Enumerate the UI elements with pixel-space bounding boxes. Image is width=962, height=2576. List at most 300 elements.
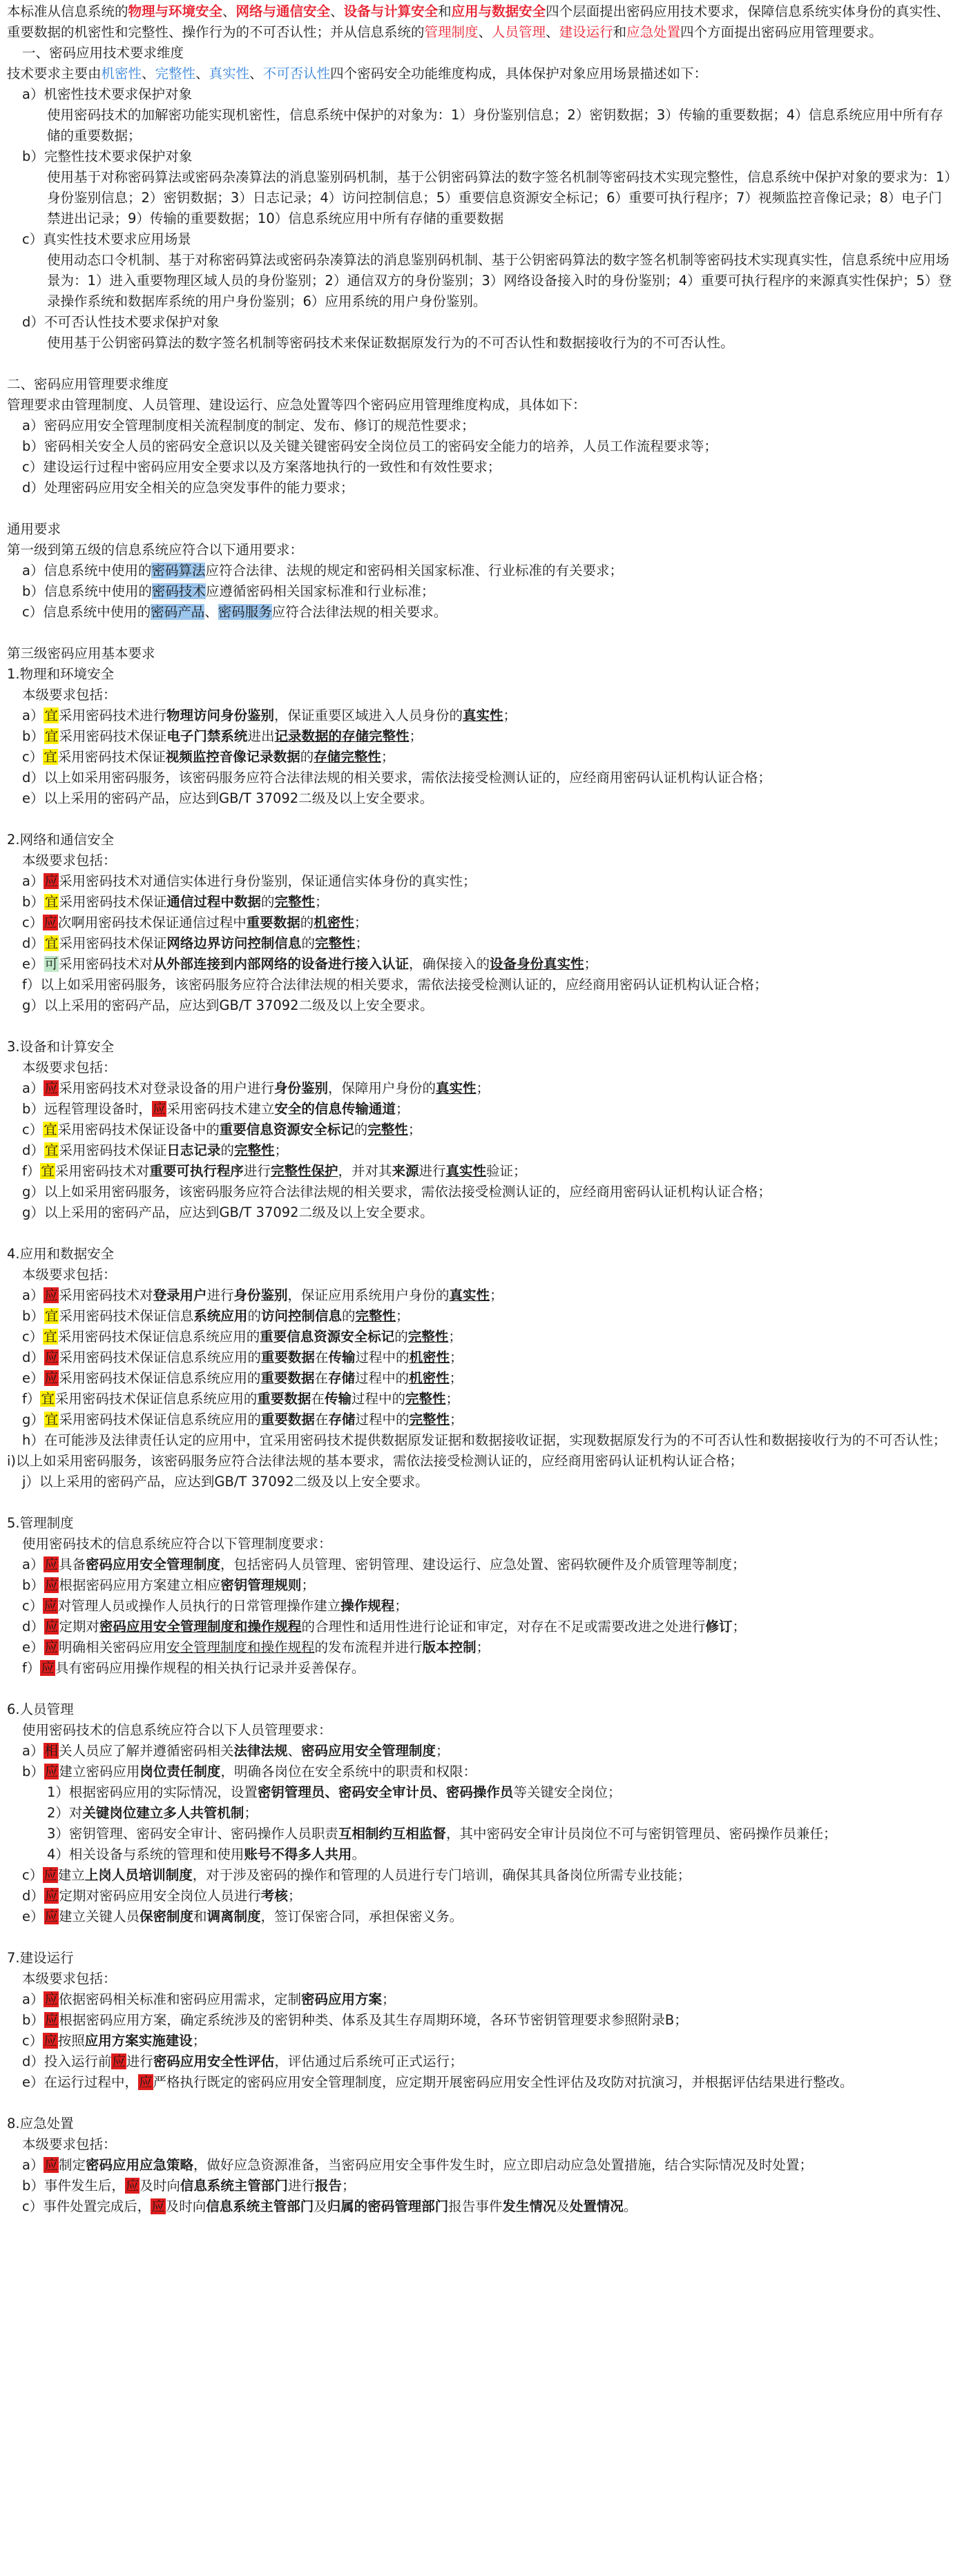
text: a） — [22, 1287, 44, 1303]
text: 采用密码技术保证信息 — [59, 1308, 194, 1324]
s6-intro: 使用密码技术的信息系统应符合以下人员管理要求： — [22, 1722, 332, 1738]
text: 等关键安全岗位； — [513, 1784, 622, 1800]
kw: 互相制约互相监督 — [338, 1826, 446, 1842]
text: 建立关键人员 — [59, 1909, 140, 1924]
keyword: 安全的信息传输通道 — [274, 1101, 396, 1117]
keyword: 系统应用 — [193, 1308, 248, 1324]
kw: 密钥管理员、密码安全审计员、密码操作员 — [257, 1784, 514, 1800]
keyword: 修订 — [705, 1619, 733, 1635]
keyword: 安全管理制度和操作规程 — [166, 1639, 315, 1655]
s6-title: 6.人员管理 — [7, 1701, 74, 1717]
s4-item-d — [7, 1347, 954, 1368]
req-level-mark: 应 — [44, 1639, 59, 1655]
s1-title: 1.物理和环境安全 — [7, 666, 115, 682]
keyword: 存储完整性 — [314, 749, 381, 765]
keyword: 报告 — [314, 2178, 342, 2194]
text: f） — [22, 1391, 41, 1407]
tech-b-title: b）完整性技术要求保护对象 — [22, 148, 193, 164]
text: 的合理性和适用性进行论证和审定，对存在不足或需要改进之处进行 — [301, 1619, 706, 1635]
sep: 、 — [204, 604, 218, 620]
text: ； — [450, 1349, 463, 1365]
s8-item-c — [7, 2196, 954, 2217]
keyword: 版本控制 — [422, 1639, 477, 1655]
keyword: 存储 — [328, 1370, 356, 1386]
general-item-b — [7, 581, 954, 602]
s4-item-j: j）以上采用的密码产品，应达到GB/T 37092二级及以上安全要求。 — [22, 1474, 429, 1490]
s4-item-f — [7, 1389, 954, 1409]
text: 根据密码应用方案建立相应 — [59, 1577, 221, 1593]
keyword: 岗位责任制度 — [140, 1764, 221, 1779]
req-level-mark: 应 — [44, 1370, 59, 1386]
text: b）远程管理设备时， — [22, 1101, 152, 1117]
text: b） — [22, 1577, 44, 1593]
req-level-mark: 可 — [44, 956, 59, 972]
text: d）投入运行前 — [22, 2053, 112, 2069]
s8-title: 8.应急处置 — [7, 2116, 74, 2131]
req-label: 本级要求包括： — [22, 1267, 117, 1282]
text: c）信息系统中使用的 — [22, 604, 151, 620]
spacer — [7, 623, 954, 643]
intro-text: 本标准从信息系统的 — [7, 3, 128, 19]
text: 过程中的 — [355, 1370, 410, 1386]
s6-item-b2 — [7, 1803, 954, 1824]
s3-item-c — [7, 1120, 954, 1140]
s1-item-b — [7, 726, 954, 747]
text: 采用密码技术建立 — [166, 1101, 275, 1117]
text: e） — [22, 1639, 44, 1655]
s4-item-b — [7, 1306, 954, 1327]
s3-item-f — [7, 1161, 954, 1182]
req-level-mark: 宜 — [41, 1391, 55, 1407]
req-label: 本级要求包括： — [22, 687, 117, 703]
general-item-a — [7, 560, 954, 581]
text: 严格执行既定的密码应用安全管理制度，应定期开展密码应用安全性评估及攻防对抗演习，并根据评估结果进行整改。 — [153, 2074, 854, 2090]
intro-paragraph — [7, 1, 954, 43]
keyword: 机密性 — [409, 1370, 450, 1386]
hl-technology: 密码技术 — [151, 583, 206, 599]
mgmt-heading: 二、密码应用管理要求维度 — [7, 376, 169, 392]
text: 的 — [341, 1308, 356, 1324]
s2-item-g: g）以上采用的密码产品，应达到GB/T 37092二级及以上安全要求。 — [22, 997, 434, 1013]
kw-network: 网络与通信安全 — [235, 3, 331, 19]
keyword: 归属的密码管理部门 — [327, 2198, 449, 2214]
text: 技术要求主要由 — [7, 66, 102, 81]
keyword: 密钥管理规则 — [220, 1577, 302, 1593]
text: 定期对密码应用安全岗位人员进行 — [59, 1888, 261, 1904]
mgmt-item: c）建设运行过程中密码应用安全要求以及方案落地执行的一致性和有效性要求； — [22, 459, 501, 475]
keyword: 发生情况 — [502, 2198, 557, 2214]
keyword: 从外部连接到内部网络的设备进行接入认证 — [153, 956, 410, 972]
text: 的 — [220, 1142, 234, 1158]
text: c） — [22, 915, 44, 930]
text: 及 — [556, 2198, 570, 2214]
tech-heading: 一、密码应用技术要求维度 — [22, 45, 184, 61]
keyword: 传输 — [324, 1391, 352, 1407]
keyword: 密码应用方案 — [300, 1991, 382, 2007]
tech-c-title: c）真实性技术要求应用场景 — [22, 231, 191, 247]
s8-item-a — [7, 2155, 954, 2176]
keyword: 来源 — [392, 1163, 419, 1179]
s6-item-c — [7, 1865, 954, 1886]
req-level-mark: 应 — [44, 915, 57, 930]
text: 4）相关设备与系统的管理和使用 — [47, 1846, 244, 1862]
tech-c-body: 使用动态口令机制、基于对称密码算法或密码杂凑算法的消息鉴别码机制、基于公钥密码算法的数字签名机制等密码技术实现真实性，信息系统中应用场景为：1）进入重要物理区域人员的身份鉴别；2）通信双方的身份鉴别；3）网络设备接入时的身份鉴别；4）重要可执行程序的来源真实性保护；5）登录操作系统和数据库系统的用户身份鉴别；6）应用系统的用户身份鉴别。 — [47, 252, 952, 309]
text: c） — [22, 1598, 44, 1614]
spacer — [7, 1492, 954, 1513]
req-level-mark: 应 — [44, 1598, 57, 1614]
req-level-mark: 应 — [44, 1991, 58, 2007]
text: ； — [436, 1743, 450, 1759]
text: 采用密码技术保证信息系统应用的 — [55, 1391, 258, 1407]
spacer — [7, 353, 954, 374]
text: ； — [301, 1577, 315, 1593]
s4-item-g — [7, 1409, 954, 1430]
s2-title: 2.网络和通信安全 — [7, 832, 115, 848]
s3-item-b — [7, 1099, 954, 1120]
s1-item-a — [7, 705, 954, 726]
req-level-mark: 应 — [44, 1080, 58, 1096]
text: 在 — [314, 1370, 329, 1386]
kw-integrity: 完整性 — [155, 66, 196, 81]
text: 进行 — [126, 2053, 153, 2069]
sep: 、 — [249, 66, 263, 81]
kw: 关键岗位建立多人共管机制 — [82, 1805, 244, 1821]
s6-item-b3 — [7, 1824, 954, 1844]
text: 采用密码技术保证设备中的 — [57, 1122, 220, 1138]
text: ； — [476, 1080, 490, 1096]
s4-item-i: i)以上如采用密码服务，该密码服务应符合法律法规的基本要求，需依法接受检测认证的，应经商用密码认证机构认证合格； — [7, 1453, 744, 1469]
text: ； — [244, 1805, 258, 1821]
s3-item-g: g）以上如采用密码服务，该密码服务应符合法律法规的相关要求，需依法接受检测认证的，应经商用密码认证机构认证合格； — [22, 1184, 771, 1200]
sep: 、 — [546, 24, 559, 40]
kw-device: 设备与计算安全 — [343, 3, 439, 19]
kw-confidentiality: 机密性 — [101, 66, 142, 81]
sep: 、 — [195, 66, 209, 81]
text: ； — [274, 1142, 288, 1158]
text: 次啊用密码技术保证通信过程中 — [57, 915, 247, 930]
req-level-mark: 应 — [44, 1287, 58, 1303]
text: 过程中的 — [355, 1412, 410, 1427]
s6-item-b4 — [7, 1844, 954, 1865]
text: ； — [448, 1329, 462, 1345]
text: ； — [354, 915, 368, 930]
text: 采用密码技术保证 — [59, 935, 167, 951]
kw: 账号不得多人共用 — [244, 1846, 352, 1862]
s4-item-h: h）在可能涉及法律责任认定的应用中，宜采用密码技术提供数据原发证据和数据接收证据，实现数据原发行为的不可否认性和数据接收行为的不可否认性； — [22, 1432, 947, 1448]
text: c） — [22, 2033, 44, 2049]
text: ，评估通过后系统可正式运行； — [274, 2053, 463, 2069]
req-level-mark: 应 — [44, 1619, 59, 1635]
text: 在 — [314, 1412, 329, 1427]
text: ； — [382, 1991, 396, 2007]
keyword: 完整性 — [405, 1391, 446, 1407]
text: c） — [22, 1122, 44, 1138]
spacer — [7, 2093, 954, 2114]
text: 明确相关密码应用 — [59, 1639, 167, 1655]
text: ，做好应急资源准备，当密码应用安全事件发生时，应立即启动应急处置措施，结合实际情况及时处置； — [193, 2157, 814, 2173]
keyword: 真实性 — [436, 1080, 477, 1096]
keyword: 视频监控音像记录数据 — [165, 749, 300, 765]
s7-item-c — [7, 2031, 954, 2051]
keyword: 日志记录 — [166, 1142, 221, 1158]
s7-title: 7.建设运行 — [7, 1950, 74, 1966]
keyword: 访问控制信息 — [260, 1308, 342, 1324]
text: ； — [449, 1370, 463, 1386]
text: ，确保接入的 — [409, 956, 490, 972]
text: g） — [22, 1412, 44, 1427]
keyword: 通信过程中数据 — [166, 894, 261, 910]
text: a） — [22, 1080, 44, 1096]
keyword: 真实性 — [445, 1163, 487, 1179]
s6-item-a — [7, 1741, 954, 1762]
text: d） — [22, 1619, 44, 1635]
text: ； — [287, 1888, 302, 1904]
kw-emergency: 应急处置 — [626, 24, 681, 40]
text: f） — [22, 1163, 41, 1179]
text: 和 — [193, 1909, 207, 1924]
hl-service: 密码服务 — [218, 604, 272, 620]
s1-item-d: d）以上如采用密码服务，该密码服务应符合法律法规的相关要求，需依法接受检测认证的，应经商用密码认证机构认证合格； — [22, 770, 771, 786]
text: 采用密码技术保证信息系统应用的 — [57, 1329, 260, 1345]
keyword: 身份鉴别 — [273, 1080, 328, 1096]
s5-item-d — [7, 1617, 954, 1637]
keyword: 调离制度 — [206, 1909, 261, 1924]
keyword: 密码应用安全管理制度 — [301, 1743, 436, 1759]
text: d） — [22, 1142, 44, 1158]
text: 采用密码技术进行 — [58, 708, 166, 723]
s3-item-a — [7, 1078, 954, 1099]
req-level-mark: 应 — [44, 2157, 58, 2173]
keyword: 真实性 — [463, 708, 503, 723]
kw-nonrepudiation: 不可否认性 — [262, 66, 331, 81]
req-level-mark: 应 — [44, 1867, 57, 1883]
keyword: 物理访问身份鉴别 — [166, 708, 274, 723]
keyword: 上岗人员培训制度 — [84, 1867, 193, 1883]
s2-item-e — [7, 954, 954, 975]
s5-title: 5.管理制度 — [7, 1515, 74, 1531]
general-item-c — [7, 602, 954, 623]
text: ，包括密码人员管理、密钥管理、建设运行、应急处置、密码软硬件及介质管理等制度； — [220, 1557, 746, 1572]
text: 采用密码技术保证 — [59, 728, 167, 744]
text: 3）密钥管理、密码安全审计、密码操作人员职责 — [47, 1826, 338, 1842]
kw-app: 应用与数据安全 — [451, 3, 546, 19]
tech-d-body: 使用基于公钥密码算法的数字签名机制等密码技术来保证数据原发行为的不可否认性和数据接收行为的不可否认性。 — [47, 335, 734, 351]
kw-people: 人员管理 — [492, 24, 546, 40]
keyword: 考核 — [260, 1888, 288, 1904]
req-level-mark: 应 — [44, 1557, 58, 1572]
text: 具备 — [58, 1557, 86, 1572]
keyword: 完整性 — [407, 1329, 449, 1345]
text: c） — [22, 749, 44, 765]
text: 进行 — [243, 1163, 271, 1179]
req-level-mark: 应 — [44, 1764, 59, 1779]
spacer — [7, 809, 954, 830]
text: 过程中的 — [355, 1349, 410, 1365]
text: ； — [396, 1308, 410, 1324]
text: ，保证重要区域进入人员身份的 — [274, 708, 463, 723]
req-level-mark: 宜 — [44, 935, 59, 951]
spacer — [7, 1927, 954, 1948]
keyword: 完整性 — [355, 1308, 396, 1324]
req-level-mark: 宜 — [41, 1163, 55, 1179]
text: 的 — [394, 1329, 408, 1345]
text: 根据密码应用方案，确定系统涉及的密钥种类、体系及其生存周期环境，各环节密钥管理要求参照附录B； — [59, 2012, 688, 2028]
keyword: 保密制度 — [140, 1909, 194, 1924]
text: f） — [22, 1660, 41, 1676]
text: c）事件处置完成后， — [22, 2198, 151, 2214]
s5-item-b — [7, 1575, 954, 1596]
req-level-mark: 应 — [44, 1888, 59, 1904]
req-level-mark: 应 — [41, 1660, 55, 1676]
s4-item-e — [7, 1368, 954, 1389]
text: 依据密码相关标准和密码应用需求，定制 — [58, 1991, 301, 2007]
text: ，对于涉及密码的操作和管理的人员进行专门培训，确保其具备岗位所需专业技能； — [192, 1867, 691, 1883]
text: 采用密码技术对通信实体进行身份鉴别，保证通信实体身份的真实性； — [58, 873, 477, 889]
tech-a-body: 使用密码技术的加解密功能实现机密性，信息系统中保护的对象为：1）身份鉴别信息；2）密钥数据；3）传输的重要数据；4）信息系统应用中所有存储的重要数据； — [47, 107, 943, 144]
mgmt-item: d）处理密码应用安全相关的应急突发事件的能力要求； — [22, 480, 354, 496]
s7-item-a — [7, 1989, 954, 2010]
text: 采用密码技术保证信息系统应用的 — [59, 1349, 261, 1365]
req-level-mark: 宜 — [44, 894, 59, 910]
s8-item-b — [7, 2176, 954, 2196]
s2-item-c — [7, 913, 954, 933]
text: 进行 — [419, 1163, 446, 1179]
s3-title: 3.设备和计算安全 — [7, 1039, 115, 1055]
text: ，签订保密合同，承担保密义务。 — [260, 1909, 463, 1924]
keyword: 操作规程 — [340, 1598, 395, 1614]
keyword: 重要信息资源安全标记 — [260, 1329, 395, 1345]
text: a） — [22, 1991, 44, 2007]
text: b） — [22, 1308, 44, 1324]
kw-build: 建设运行 — [559, 24, 613, 40]
text: 进出 — [247, 728, 275, 744]
text: 采用密码技术保证信息系统应用的 — [59, 1412, 261, 1427]
text: ； — [445, 1391, 459, 1407]
text: 及时向 — [140, 2178, 180, 2194]
text: 四个密码安全功能维度构成，具体保护对象应用场景描述如下： — [330, 66, 708, 81]
keyword: 处置情况 — [569, 2198, 624, 2214]
text: 在 — [314, 1349, 329, 1365]
s7-item-b — [7, 2010, 954, 2031]
sep: 、 — [330, 3, 344, 19]
kw-physical: 物理与环境安全 — [128, 3, 223, 19]
keyword: 机密性 — [409, 1349, 450, 1365]
text: a） — [22, 2157, 44, 2173]
req-level-mark: 应 — [44, 1349, 59, 1365]
intro-text: 四个层面提出密码应用技术要求，保障信息系统实体身份的真实性、重要数据的机密性和完整性、操作行为的不可否认性；并从信息系统的 — [7, 3, 950, 40]
text: 具有密码应用操作规程的相关执行记录并妥善保存。 — [55, 1660, 365, 1676]
sep: 、 — [142, 66, 155, 81]
text: 进行 — [287, 2178, 315, 2194]
hl-product: 密码产品 — [151, 604, 205, 620]
text: 建立 — [57, 1867, 85, 1883]
s5-item-e — [7, 1637, 954, 1658]
kw-mgmt: 管理制度 — [424, 24, 479, 40]
spacer — [7, 498, 954, 519]
text: 制定 — [58, 2157, 86, 2173]
tech-intro — [7, 64, 954, 84]
text: 采用密码技术保证 — [59, 894, 167, 910]
s5-intro: 使用密码技术的信息系统应符合以下管理制度要求： — [22, 1536, 332, 1552]
text: 的 — [247, 1308, 261, 1324]
text: 的 — [260, 894, 275, 910]
req-level-mark: 应 — [125, 2178, 140, 2194]
text: 的 — [300, 915, 314, 930]
text: 对管理人员或操作人员执行的日常管理操作建立 — [57, 1598, 341, 1614]
text: 建立密码应用 — [59, 1764, 140, 1779]
keyword: 身份鉴别 — [233, 1287, 288, 1303]
s5-item-a — [7, 1554, 954, 1575]
text: 关人员应了解并遵循密码相关 — [58, 1743, 234, 1759]
text: 的 — [354, 1122, 368, 1138]
req-level-mark: 宜 — [44, 1412, 59, 1427]
keyword: 重要数据 — [260, 1370, 315, 1386]
text: 采用密码技术对 — [59, 956, 153, 972]
text: 进行 — [206, 1287, 234, 1303]
text: ； — [584, 956, 598, 972]
text: c） — [22, 1867, 44, 1883]
text: 采用密码技术对 — [55, 1163, 150, 1179]
text: 报告事件 — [448, 2198, 503, 2214]
text: ，并对其 — [338, 1163, 392, 1179]
keyword: 重要数据 — [257, 1391, 311, 1407]
text: 采用密码技术对登录设备的用户进行 — [58, 1080, 274, 1096]
text: ，保障用户身份的 — [328, 1080, 436, 1096]
text: 采用密码技术保证 — [57, 749, 166, 765]
text: 及时向 — [165, 2198, 206, 2214]
req-label: 本级要求包括： — [22, 1971, 117, 1987]
keyword: 完整性 — [233, 1142, 275, 1158]
req-level-mark: 应 — [44, 1577, 59, 1593]
text: ； — [381, 749, 395, 765]
text: c） — [22, 1329, 44, 1345]
s6-item-b1 — [7, 1782, 954, 1803]
text: e） — [22, 1909, 44, 1924]
text: a）信息系统中使用的 — [22, 563, 152, 578]
s5-item-c — [7, 1596, 954, 1617]
text: ，其中密码安全审计员岗位不可与密钥管理员、密码操作员兼任； — [445, 1826, 837, 1842]
keyword: 完整性 — [409, 1412, 450, 1427]
s2-item-b — [7, 892, 954, 913]
text: a） — [22, 708, 44, 723]
text: ； — [314, 894, 329, 910]
text: ； — [394, 1598, 408, 1614]
s1-item-e: e）以上采用的密码产品，应达到GB/T 37092二级及以上安全要求。 — [22, 790, 434, 806]
keyword: 完整性 — [274, 894, 315, 910]
s2-item-f: f）以上如采用密码服务，该密码服务应符合法律法规的相关要求，需依法接受检测认证的，应经商用密码认证机构认证合格； — [22, 977, 768, 993]
req-level-mark: 宜 — [44, 1142, 59, 1158]
text: 的发布流程并进行 — [314, 1639, 423, 1655]
text: 采用密码技术对 — [58, 1287, 153, 1303]
req-level-mark: 宜 — [44, 1122, 57, 1138]
keyword: 密码应用应急策略 — [85, 2157, 193, 2173]
text: 验证； — [486, 1163, 527, 1179]
keyword: 真实性 — [449, 1287, 490, 1303]
req-level-mark: 宜 — [44, 1308, 59, 1324]
text: e）在运行过程中， — [22, 2074, 138, 2090]
text: b） — [22, 2012, 44, 2028]
req-level-mark: 应 — [112, 2053, 126, 2069]
text: 定期对 — [59, 1619, 99, 1635]
keyword: 重要信息资源安全标记 — [219, 1122, 354, 1138]
text: ； — [341, 2178, 356, 2194]
text: a） — [22, 1743, 44, 1759]
text: 1）根据密码应用的实际情况，设置 — [47, 1784, 258, 1800]
tech-b-body: 使用基于对称密码算法或密码杂凑算法的消息鉴别码机制，基于公钥密码算法的数字签名机制等密码技术实现完整性，信息系统中保护对象的要求为：1）身份鉴别信息；2）密钥数据；3）日志记录；4）访问控制信息；5）重要信息资源安全标记；6）重要可执行程序；7）视频监控音像记录；8）电子门禁进出记录；9）传输的重要数据；10）信息系统应用中所有存储的重要数据 — [47, 169, 952, 226]
keyword: 信息系统主管部门 — [206, 2198, 314, 2214]
s2-item-a — [7, 871, 954, 892]
text: ； — [409, 728, 423, 744]
